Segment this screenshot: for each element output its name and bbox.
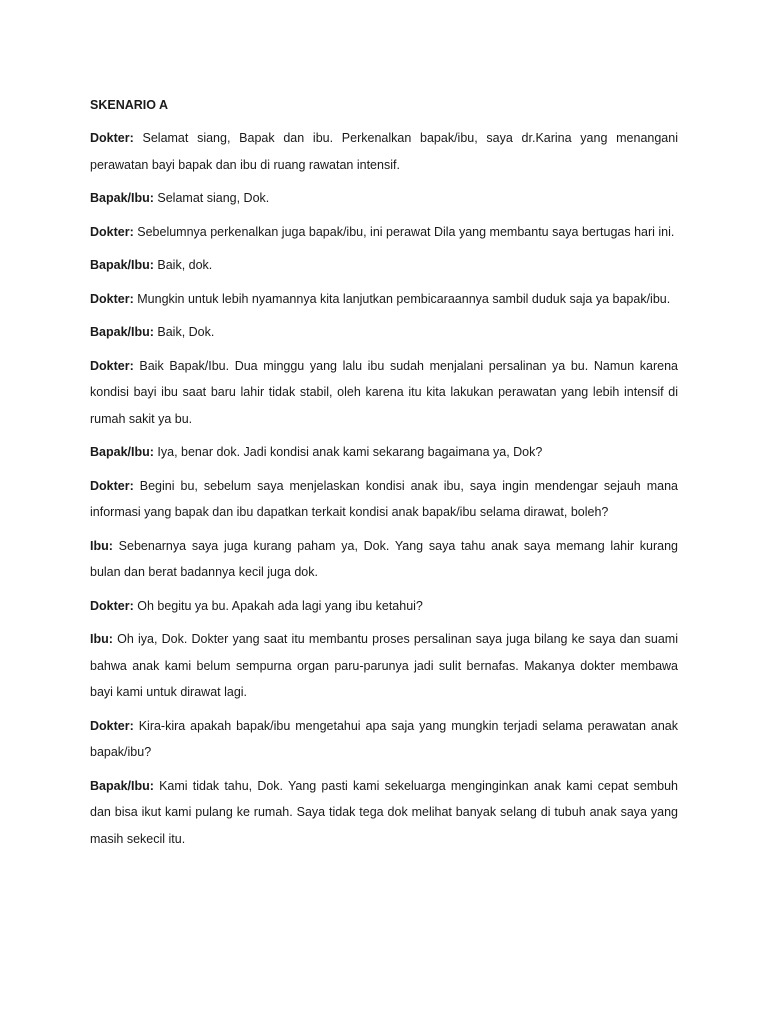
dialogue-line (90, 219, 678, 246)
speaker-label: Bapak/Ibu: (90, 778, 154, 793)
dialogue-text: Sebelumnya perkenalkan juga bapak/ibu, ini perawat Dila yang membantu saya bertugas hari ini. (137, 224, 675, 239)
dialogue-line (90, 185, 678, 212)
document-title: SKENARIO A (90, 98, 169, 112)
dialogue-line (90, 593, 678, 620)
dialogue-line (90, 713, 678, 766)
dialogue-line (90, 473, 678, 526)
dialogue-text: Begini bu, sebelum saya menjelaskan kondisi anak ibu, saya ingin mendengar sejauh mana informasi yang bapak dan ibu dapatkan terkait kondisi anak bapak/ibu selama dirawat, boleh? (90, 478, 678, 519)
speaker-label: Dokter: (90, 358, 134, 373)
dialogue-text: Baik, dok. (157, 258, 213, 272)
dialogue-line (90, 773, 678, 853)
dialogue-line (90, 286, 678, 313)
dialogue-text: Selamat siang, Bapak dan ibu. Perkenalkan bapak/ibu, saya dr.Karina yang menangani perawatan bayi bapak dan ibu di ruang rawatan intensif. (90, 131, 678, 172)
speaker-label: Dokter: (90, 131, 134, 145)
dialogue-line (90, 533, 678, 586)
speaker-label: Ibu: (90, 538, 113, 553)
speaker-label: Bapak/Ibu: (90, 258, 154, 272)
speaker-label: Dokter: (90, 478, 134, 493)
dialogue-line (90, 125, 678, 178)
dialogue-text: Oh begitu ya bu. Apakah ada lagi yang ibu ketahui? (137, 598, 423, 613)
speaker-label: Bapak/Ibu: (90, 445, 154, 459)
speaker-label: Dokter: (90, 224, 134, 239)
dialogue-line (90, 252, 678, 279)
dialogue-text: Kami tidak tahu, Dok. Yang pasti kami sekeluarga menginginkan anak kami cepat sembuh dan bisa ikut kami pulang ke rumah. Saya tidak tega dok melihat banyak selang di tubuh anak saya yang masih sekecil itu. (90, 778, 678, 846)
dialogue-text: Baik, Dok. (157, 325, 215, 339)
dialogue-text: Selamat siang, Dok. (157, 191, 270, 205)
dialogue-text: Iya, benar dok. Jadi kondisi anak kami sekarang bagaimana ya, Dok? (157, 445, 543, 459)
speaker-label: Dokter: (90, 598, 134, 613)
speaker-label: Dokter: (90, 718, 134, 733)
dialogue-text: Sebenarnya saya juga kurang paham ya, Dok. Yang saya tahu anak saya memang lahir kurang bulan dan berat badannya kecil juga dok. (90, 538, 678, 579)
dialogue-line (90, 439, 678, 466)
dialogue-text: Kira-kira apakah bapak/ibu mengetahui apa saja yang mungkin terjadi selama perawatan anak bapak/ibu? (90, 718, 678, 759)
dialogue-text: Oh iya, Dok. Dokter yang saat itu membantu proses persalinan saya juga bilang ke saya dan suami bahwa anak kami belum sempurna organ paru-parunya jadi sulit bernafas. Makanya dokter membawa bayi kami untuk dirawat lagi. (90, 632, 678, 699)
speaker-label: Bapak/Ibu: (90, 191, 154, 205)
dialogue-line (90, 353, 678, 433)
dialogue-text: Mungkin untuk lebih nyamannya kita lanjutkan pembicaraannya sambil duduk saja ya bapak/ibu. (137, 291, 671, 306)
dialogue-line (90, 626, 678, 706)
speaker-label: Dokter: (90, 291, 134, 306)
dialogue-line (90, 319, 678, 346)
speaker-label: Ibu: (90, 632, 113, 646)
dialogue-text: Baik Bapak/Ibu. Dua minggu yang lalu ibu sudah menjalani persalinan ya bu. Namun karena kondisi bayi ibu saat baru lahir tidak stabil, oleh karena itu kita lakukan perawatan yang lebih intensif di rumah sakit ya bu. (90, 358, 678, 426)
speaker-label: Bapak/Ibu: (90, 325, 154, 339)
